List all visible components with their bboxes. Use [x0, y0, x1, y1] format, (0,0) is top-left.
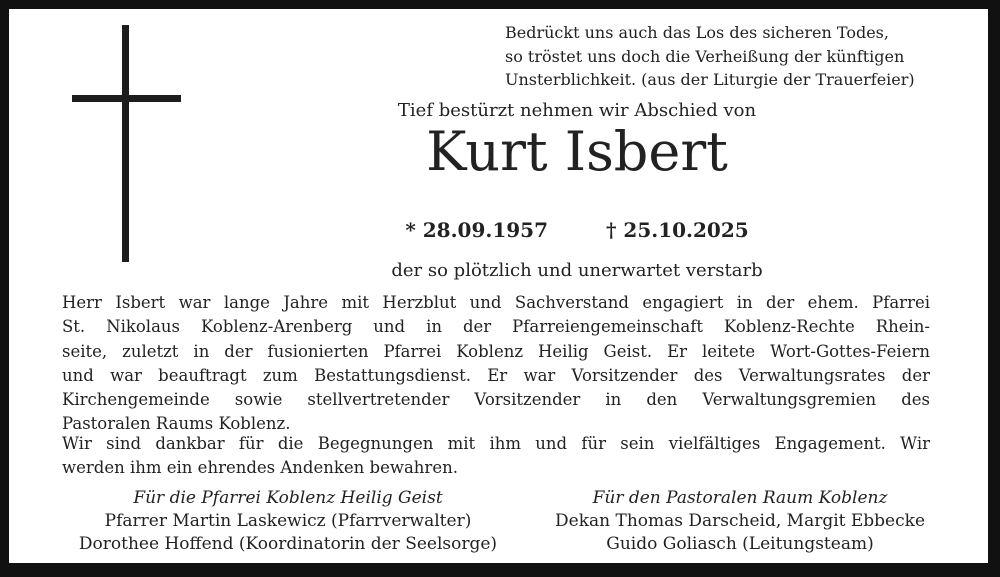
liturgy-quote: Bedrückt uns auch das Los des sicheren Todes, so tröstet uns doch die Verheißung der künftigen Unsterblichkeit. (aus der Liturgie der Trauerfeier) — [505, 23, 915, 89]
announcement-intro: Tief bestürzt nehmen wir Abschied von — [397, 100, 757, 121]
signature-names-pastoral: Dekan Thomas Darscheid, Margit Ebbecke Guido Goliasch (Leitungsteam) — [555, 511, 925, 554]
announcement-block — [151, 9, 1000, 289]
signature-names-parish: Pfarrer Martin Laskewicz (Pfarrverwalter) Dorothee Hoffend (Koordinatorin der Seelsorge) — [78, 511, 498, 554]
body-paragraph-biography: Herr Isbert war lange Jahre mit Herzblut und Sachverstand engagiert in der ehem. Pfarrei St. Nikolaus Koblenz-Arenberg und in der Pfarreiengemeinschaft Koblenz-Rechte Rhein- seite, zuletzt in der fusionierten Pfarrei Koblenz Heilig Geist. Er leitete Wort-Gottes-Feiern und war beauftragt zum Bestattungsdienst. Er war Vorsitzender des Verwaltungsrates der Kirchengemeinde sowie stellvertretender Vorsitzender in den Verwaltungsgremien des Pastoralen Raums Koblenz. — [62, 293, 930, 434]
signature-role-parish: Für die Pfarrei Koblenz Heilig Geist — [133, 488, 443, 508]
signature-column-pastoral — [514, 487, 966, 556]
signature-role-pastoral: Für den Pastoralen Raum Koblenz — [592, 488, 888, 508]
announcement-subline: der so plötzlich und unerwartet verstarb — [391, 260, 763, 281]
body-paragraph-gratitude: Wir sind dankbar für die Begegnungen mit ihm und für sein vielfältiges Engagement. Wir werden ihm ein ehrendes Andenken bewahren. — [62, 434, 930, 478]
cross-icon-vertical-bar — [122, 25, 129, 262]
signature-column-parish — [62, 487, 514, 556]
birth-date: * 28.09.1957 — [405, 218, 548, 242]
deceased-name: Kurt Isbert — [426, 120, 728, 183]
death-date: † 25.10.2025 — [606, 218, 749, 242]
life-dates — [151, 218, 1000, 242]
